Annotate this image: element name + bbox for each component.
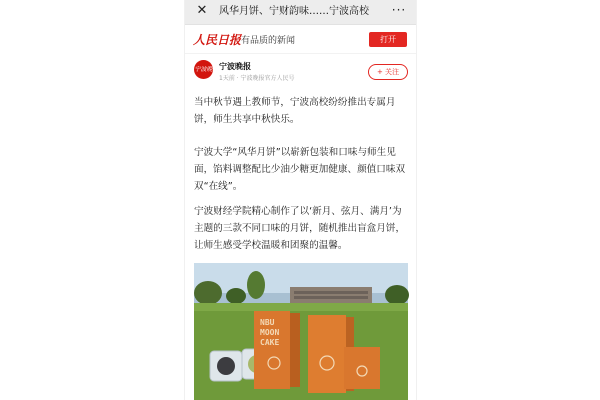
open-app-button[interactable]: 打开 bbox=[369, 32, 407, 47]
avatar[interactable]: 宁波晚报 bbox=[194, 60, 213, 79]
article-paragraph-2: 宁波大学“风华月饼”以崭新包装和口味与师生见面，馅料调整配比少油少糖更加健康、颜值口味双双“在线”。 bbox=[194, 147, 406, 192]
article-paragraph-1: 当中秋节遇上教师节，宁波高校纷纷推出专属月饼，师生共享中秋快乐。 bbox=[194, 97, 396, 125]
tree bbox=[194, 281, 222, 305]
tree bbox=[247, 271, 265, 299]
app-banner bbox=[185, 25, 416, 54]
author-meta: 1天前 · 宁波晚报官方人民号 bbox=[219, 75, 295, 82]
tree bbox=[226, 288, 246, 304]
mooncake-box bbox=[344, 347, 380, 389]
phone-screen bbox=[184, 0, 417, 400]
mooncake-box bbox=[308, 315, 346, 393]
box-label-line-1: NBU bbox=[260, 318, 275, 327]
article-photo[interactable] bbox=[194, 263, 408, 400]
brand-slogan: 有品质的新闻 bbox=[241, 36, 296, 46]
top-navigation-bar bbox=[185, 0, 416, 25]
grass-far bbox=[194, 303, 408, 311]
article-paragraph-3: 宁波财经学院精心制作了以‘新月、弦月、满月’为主题的三款不同口味的月饼，随机推出盲盒月饼，让师生感受学校温暖和团聚的温馨。 bbox=[194, 206, 406, 251]
mooncake-photo-illustration bbox=[194, 263, 408, 400]
author-name[interactable]: 宁波晚报 bbox=[219, 62, 251, 71]
box-label-line-3: CAKE bbox=[260, 338, 280, 347]
building-windows bbox=[294, 291, 368, 294]
brand-logo: 人民日报 bbox=[193, 33, 242, 47]
more-options-icon[interactable]: ··· bbox=[391, 3, 407, 17]
tree bbox=[385, 285, 409, 305]
follow-button[interactable]: + 关注 bbox=[368, 64, 408, 80]
author-header bbox=[185, 56, 416, 92]
box-label-line-2: MOON bbox=[260, 328, 280, 337]
mooncake-box-side bbox=[290, 313, 300, 387]
page-title: 风华月饼、宁财韵味……宁波高校 bbox=[219, 6, 369, 17]
mooncake bbox=[217, 357, 235, 375]
building-windows bbox=[294, 296, 368, 299]
campus-building bbox=[290, 287, 372, 303]
close-icon[interactable]: ✕ bbox=[196, 3, 208, 18]
